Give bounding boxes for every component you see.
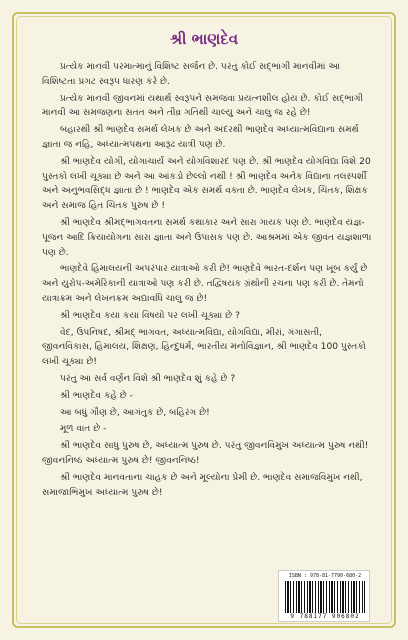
paragraph: શ્રી ભાણદેવ સાધુ પુરુષ છે, અધ્યાત્મ પુરુષ છે. પરંતુ જીવનવિમુખ અધ્યાત્મ પુરુષ નથી! જીવનનિષ્ઠ અધ્યાત્મ પુરુષ છે! જીવનનિષ્ઠ! xyxy=(42,441,369,466)
paragraph: બહારથી શ્રી ભાણદેવ સમર્થ લેખક છે અને અંદરથી ભાણદેવ અધ્યાત્મવિદ્યાના સમર્થ જ્ઞાતા જ નહિ, અધ્યાત્મપથના આરૂઢ યાત્રી પણ છે. xyxy=(42,125,359,150)
paragraph: શ્રી ભાણદેવ શ્રીમદ્ભાગવતના સમર્થ કથાકાર અને સારા ગાયક પણ છે. ભાણદેવ યજ્ઞ-પૂજન આદિ ક્રિયાયોગના સારા જ્ઞાતા અને ઉપાસક પણ છે. આશ્રમમાં એક જીવંત યજ્ઞશાળા પણ છે. xyxy=(42,217,372,258)
barcode-digits: 9 788177 906802 xyxy=(290,613,360,620)
paragraph: શ્રી ભાણદેવ કયા કયા વિષયો પર લખી ચૂક્યા છે ? xyxy=(60,310,240,321)
blurb-text xyxy=(42,60,372,502)
paragraph: પ્રત્યેક માનવી પરમાત્માનું વિશિષ્ટ સર્જન છે. પરંતુ કોઈ સદ્ભાગી માનવીમાં આ વિશિષ્ટતા પ્રગટ સ્વરૂપ ધારણ કરે છે. xyxy=(42,62,340,87)
paragraph: શ્રી ભાણદેવ કહે છે - xyxy=(60,390,133,401)
paragraph: મૂળ વાત છે - xyxy=(60,424,107,435)
paragraph: પ્રત્યેક માનવી જીવનમાં યથાર્થ સ્વરૂપને સમજવા પ્રયત્નશીલ હોય છે. કોઈ સદ્ભાગી માનવી આ સમજણના સતત અને તીવ્ર ગતિથી ચાલ્યુ અને ચાલુ જ રહે છે! xyxy=(42,93,364,119)
paragraph: ભાણદેવે હિમાલયની અપરંપાર યાત્રાઓ કરી છે! ભાણદેવે ભારત-દર્શન પણ ખૂબ કર્યું છે અને યુરોપ-અમેરિકાની યાત્રાઓ પણ કરી છે. તદ્વિષયક ગ્રંથોની રચના પણ કરી છે. તેમનો યાત્રાક્રમ અને લેખનક્રમ અદ્યાવધિ ચાલુ જ છે! xyxy=(42,264,368,304)
isbn-barcode xyxy=(278,570,370,622)
paragraph: વેદ, ઉપનિષદ, શ્રીમદ્ ભાગવત, અધ્યાત્મવિદ્યા, યોગવિદ્યા, મીરાં, ગંગાસતી, જીવનવિકાસ, હિમાલય, શિક્ષણ, હિન્દુધર્મ, ભારતીય મનોવિજ્ઞાન, શ્રી ભાણદેવ 100 પુસ્તકો લખી ચૂક્યા છે! xyxy=(42,327,367,368)
paragraph: આ બધું ગૌણ છે, આગંતુક છે, બહિરંગ છે! xyxy=(60,407,210,418)
paragraph: શ્રી ભાણદેવ યોગી, યોગાચાર્ય અને યોગવિશારદ પણ છે. શ્રી ભાણદેવ યોગવિદ્યા વિશે 20 પુસ્તકો લખી ચૂક્યા છે અને આ આંકડો છેલ્લો નથી ! શ્રી ભાણદેવ અનેક વિદ્યાના તલસ્પર્શી અને અનુભવસિદ્ધ જ્ઞાતા છે ! ભાણદેવ એક સમર્થ વક્તા છે. ભાણદેવ લેખક, ચિંતક, શિક્ષક અને સમાજ હિત ચિંતક પુરુષ છે ! xyxy=(42,156,371,212)
paragraph: શ્રી ભાણદેવ માનવતાના ચાહક છે અને મૂલ્યોના પ્રેમી છે. ભાણદેવ સમાજવિમુખ નથી, સમાજાભિમુખ અધ્યાત્મ પુરુષ છે! xyxy=(42,472,363,498)
barcode-bars xyxy=(285,581,365,613)
paragraph: પરંતુ આ સર્વ વર્ણન વિશે શ્રી ભાણદેવ શું કહે છે ? xyxy=(60,373,236,384)
page-title: શ્રી ભાણદેવ xyxy=(169,30,239,48)
isbn-label: ISBN : 978-81-7790-680-2 xyxy=(288,573,362,579)
